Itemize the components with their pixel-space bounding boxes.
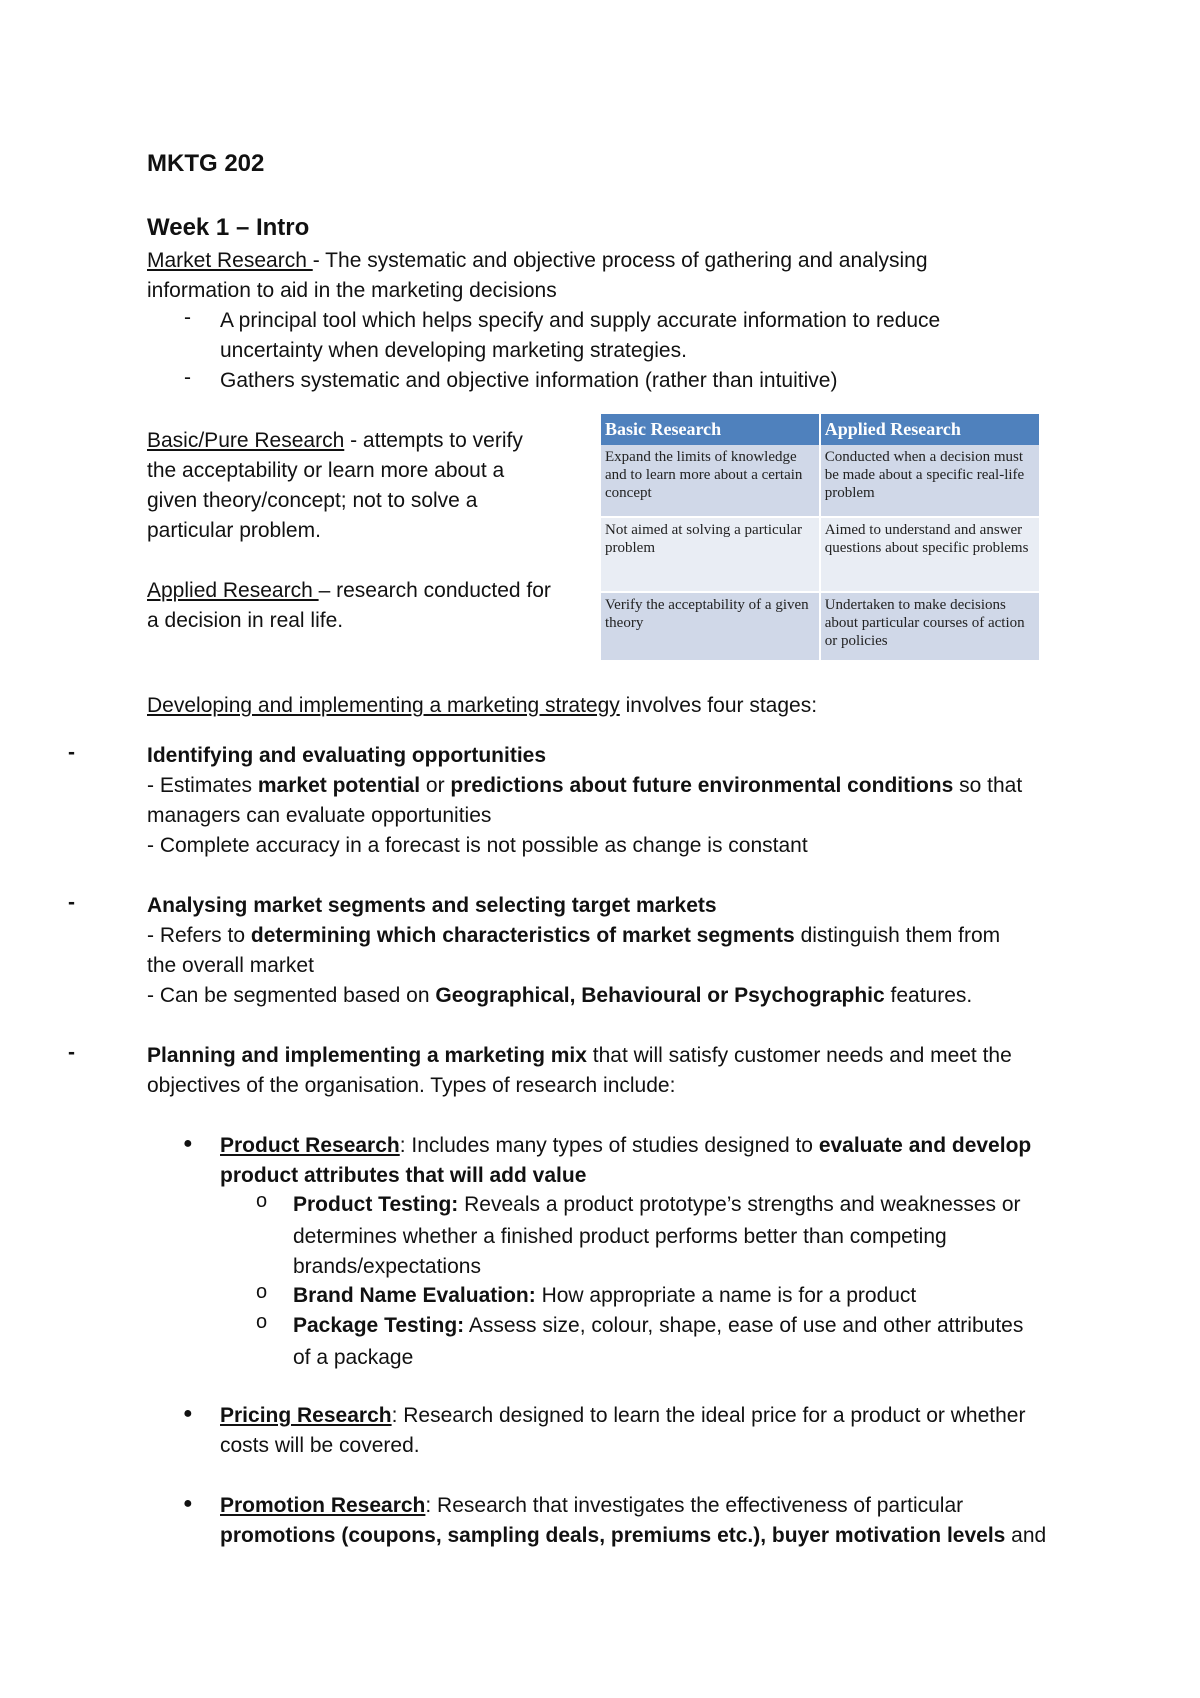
bullet-icon: ●	[183, 1405, 193, 1422]
stage2-point: - Can be segmented based on Geographical, Behavioural or Psychographic features.	[147, 984, 973, 1007]
basic-research-definition: Basic/Pure Research - attempts to verify	[147, 429, 523, 452]
table-header: Applied Research	[820, 414, 1039, 445]
sub-bullet-icon: o	[256, 1281, 268, 1303]
applied-research-line: a decision in real life.	[147, 609, 344, 632]
table-cell: Verify the acceptability of a given theory	[601, 592, 820, 660]
list-dash: -	[184, 306, 191, 329]
course-code: MKTG 202	[147, 150, 265, 177]
stage2-point-cont: the overall market	[147, 954, 314, 977]
table-cell: Undertaken to make decisions about particular courses of action or policies	[820, 592, 1039, 660]
market-research-definition-cont: information to aid in the marketing decisions	[147, 279, 557, 302]
table-header: Basic Research	[601, 414, 820, 445]
stage3-title: Planning and implementing a marketing mix that will satisfy customer needs and meet the	[147, 1044, 1012, 1067]
stage1-title: Identifying and evaluating opportunities	[147, 744, 547, 767]
stage1-point: - Complete accuracy in a forecast is not possible as change is constant	[147, 834, 808, 857]
market-research-definition: Market Research - The systematic and objective process of gathering and analysing	[147, 249, 928, 272]
table-row	[601, 517, 1039, 592]
stage2-title: Analysing market segments and selecting target markets	[147, 894, 717, 917]
table-cell: Aimed to understand and answer questions about specific problems	[820, 517, 1039, 592]
promotion-research-item: Promotion Research: Research that investigates the effectiveness of particular	[220, 1494, 964, 1517]
market-research-point: Gathers systematic and objective information (rather than intuitive)	[220, 369, 838, 392]
applied-research-definition: Applied Research – research conducted for	[147, 579, 551, 602]
bullet-icon: ●	[183, 1135, 193, 1152]
product-research-term: Product Research	[220, 1134, 400, 1157]
bullet-icon: ●	[183, 1495, 193, 1512]
strategy-intro: Developing and implementing a marketing strategy involves four stages:	[147, 694, 818, 717]
table-cell: Not aimed at solving a particular problem	[601, 517, 820, 592]
promotion-research-term: Promotion Research	[220, 1494, 426, 1517]
stage-dash: -	[68, 891, 75, 914]
brand-name-evaluation-item: Brand Name Evaluation: How appropriate a name is for a product	[293, 1284, 917, 1307]
sub-bullet-icon: o	[256, 1311, 268, 1333]
stage-dash: -	[68, 1041, 75, 1064]
product-testing-item: Product Testing: Reveals a product prototype’s strengths and weaknesses or	[293, 1193, 1021, 1216]
stage2-point: - Refers to determining which characteristics of market segments distinguish them from	[147, 924, 1001, 947]
table-row	[601, 445, 1039, 517]
table-cell: Expand the limits of knowledge and to learn more about a certain concept	[601, 445, 820, 517]
product-research-cont: product attributes that will add value	[220, 1164, 587, 1187]
research-comparison-table	[601, 414, 1039, 660]
table-cell: Conducted when a decision must be made about a specific real-life problem	[820, 445, 1039, 517]
product-research-item: Product Research: Includes many types of studies designed to evaluate and develop	[220, 1134, 1032, 1157]
basic-research-line: the acceptability or learn more about a	[147, 459, 505, 482]
basic-research-line: given theory/concept; not to solve a	[147, 489, 478, 512]
stage1-point: - Estimates market potential or predictions about future environmental conditions so that	[147, 774, 1023, 797]
pricing-research-item: Pricing Research: Research designed to learn the ideal price for a product or whether	[220, 1404, 1026, 1427]
stage3-title-cont: objectives of the organisation. Types of research include:	[147, 1074, 676, 1097]
week-heading: Week 1 – Intro	[147, 214, 310, 241]
package-testing-item: Package Testing: Assess size, colour, shape, ease of use and other attributes	[293, 1314, 1024, 1337]
package-testing-cont: of a package	[293, 1346, 414, 1369]
table-row	[601, 592, 1039, 660]
market-research-point: A principal tool which helps specify and supply accurate information to reduce	[220, 309, 941, 332]
basic-research-term: Basic/Pure Research	[147, 429, 345, 452]
pricing-research-term: Pricing Research	[220, 1404, 392, 1427]
pricing-research-cont: costs will be covered.	[220, 1434, 420, 1457]
sub-bullet-icon: o	[256, 1190, 268, 1212]
applied-research-term: Applied Research	[147, 579, 319, 602]
stage-dash: -	[68, 741, 75, 764]
product-testing-cont: determines whether a finished product performs better than competing	[293, 1225, 947, 1248]
market-research-term: Market Research	[147, 249, 313, 272]
promotion-research-cont: promotions (coupons, sampling deals, premiums etc.), buyer motivation levels and	[220, 1524, 1047, 1547]
stage1-point-cont: managers can evaluate opportunities	[147, 804, 492, 827]
market-research-point-cont: uncertainty when developing marketing strategies.	[220, 339, 687, 362]
basic-research-line: particular problem.	[147, 519, 321, 542]
strategy-term: Developing and implementing a marketing strategy	[147, 694, 620, 717]
product-testing-cont: brands/expectations	[293, 1255, 481, 1278]
list-dash: -	[184, 366, 191, 389]
